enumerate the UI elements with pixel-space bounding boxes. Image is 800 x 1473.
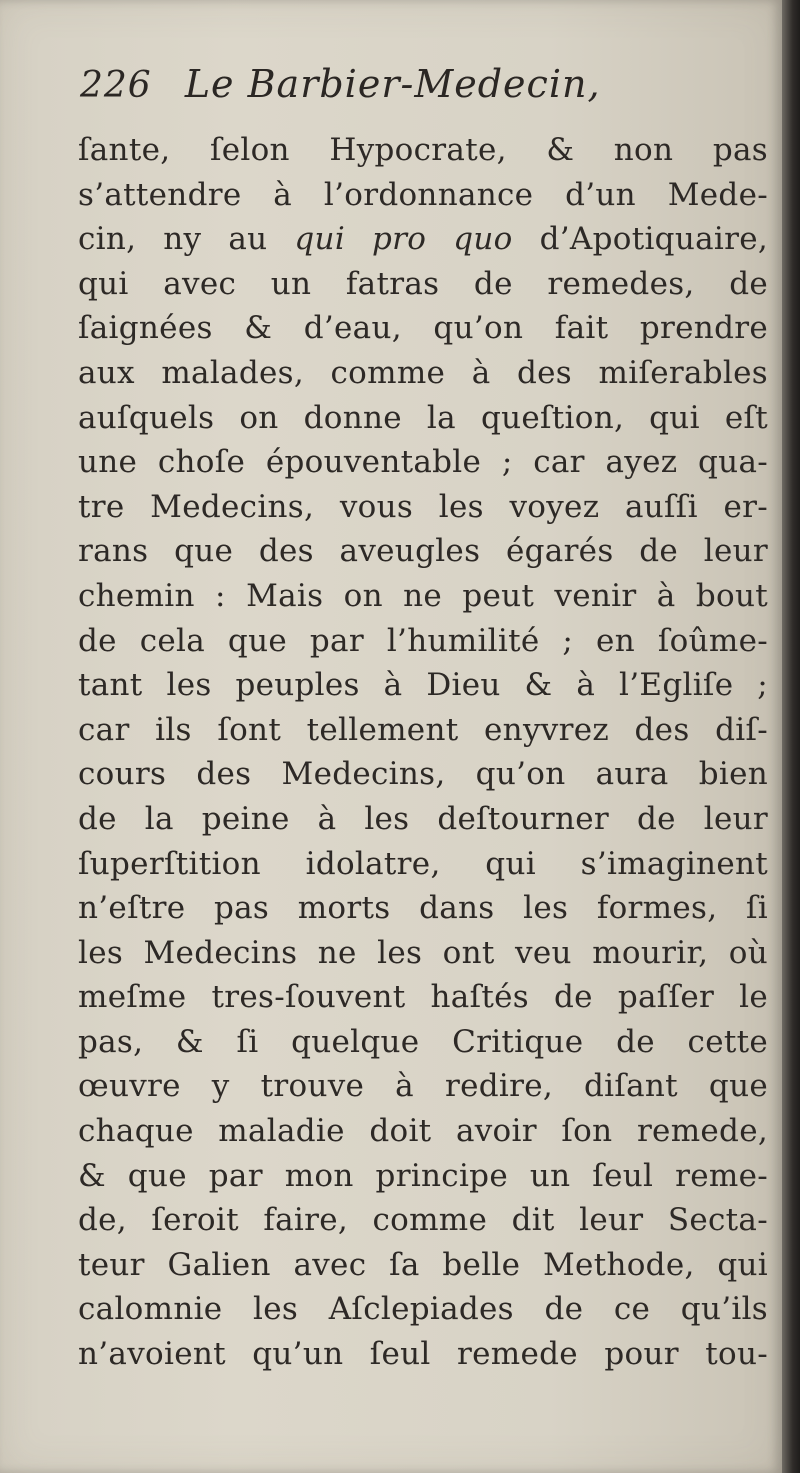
- text-line: car ils ſont tellement enyvrez des diſ-: [78, 711, 768, 748]
- text-line: œuvre y trouve à redire, diſant que: [78, 1068, 768, 1105]
- text-line: tant les peuples à Dieu & à l’Egliſe ;: [78, 667, 768, 704]
- running-title: Le Barbier-Medecin,: [184, 62, 601, 106]
- text-line: & que par mon principe un ſeul reme-: [78, 1157, 768, 1194]
- italic-phrase: qui pro quo: [294, 221, 513, 258]
- text-line: teur Galien avec ſa belle Methode, qui: [78, 1246, 768, 1283]
- text-line: de, ſeroit faire, comme dit leur Secta-: [78, 1202, 768, 1239]
- page-number: 226: [80, 65, 152, 106]
- text-line: aux malades, comme à des miſerables: [78, 354, 768, 391]
- text-line: les Medecins ne les ont veu mourir, où: [78, 934, 768, 971]
- text-line: meſme tres-ſouvent haſtés de paſſer le: [78, 979, 768, 1016]
- text-line: s’attendre à l’ordonnance d’un Mede-: [78, 176, 768, 213]
- text-line: chaque maladie doit avoir ſon remede,: [78, 1113, 768, 1150]
- text-line: une choſe épouventable ; car ayez qua-: [78, 444, 768, 481]
- page-header: [80, 62, 601, 122]
- text-line: ſuperſtition idolatre, qui s’imaginent: [78, 845, 768, 882]
- text-line: calomnie les Aſclepiades de ce qu’ils: [78, 1291, 768, 1328]
- text-line: de la peine à les deſtourner de leur: [78, 800, 768, 837]
- text-line: qui avec un fatras de remedes, de: [78, 265, 768, 302]
- text-line: de cela que par l’humilité ; en ſoûme-: [78, 622, 768, 659]
- book-spine-edge: [782, 0, 800, 1473]
- text-line: pas, & ſi quelque Critique de cette: [78, 1023, 768, 1060]
- text-line: chemin : Mais on ne peut venir à bout: [78, 577, 768, 614]
- body-text: [78, 128, 768, 1377]
- text-line: ſante, ſelon Hypocrate, & non pas: [78, 132, 768, 168]
- text-line: n’eſtre pas morts dans les formes, ſi: [78, 890, 768, 927]
- text-line: ſaignées & d’eau, qu’on fait prendre: [78, 310, 768, 347]
- text-line: tre Medecins, vous les voyez auſſi er-: [78, 488, 768, 525]
- text-line: cours des Medecins, qu’on aura bien: [78, 756, 768, 793]
- text-line: auſquels on donne la queſtion, qui eſt: [78, 399, 768, 436]
- text-line: rans que des aveugles égarés de leur: [78, 533, 768, 570]
- text-line: cin, ny au qui pro quo d’Apotiquaire,: [78, 221, 768, 258]
- text-line: n’avoient qu’un ſeul remede pour tou-: [78, 1336, 768, 1373]
